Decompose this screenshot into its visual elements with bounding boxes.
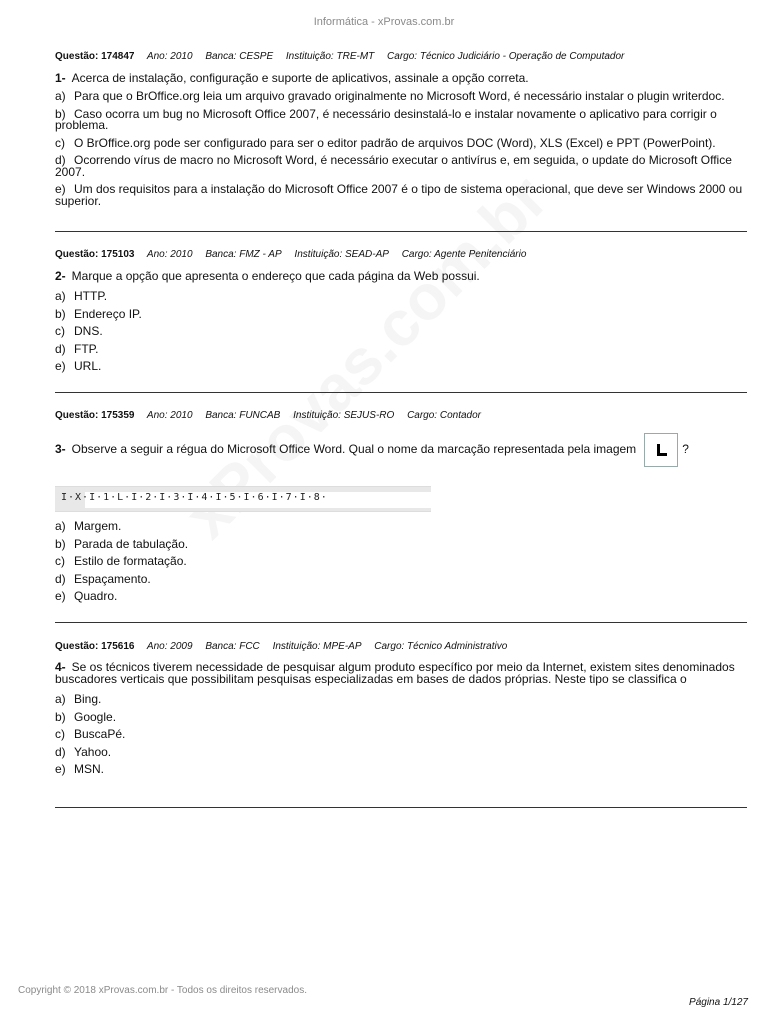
question-number: 2- <box>55 269 66 283</box>
option-a[interactable] <box>55 291 747 303</box>
question-id: Questão: 175359 <box>55 410 135 421</box>
option-letter: e) <box>55 589 66 603</box>
question-text: Se os técnicos tiverem necessidade de pesquisar algum produto específico por meio da Internet, existem sites denominados buscadores verticais que possibilitam pesquisas especializadas em bases de dados próprias. Neste tipo se classifica o <box>55 660 735 686</box>
option-text: Endereço IP. <box>74 306 142 321</box>
question-position: Cargo: Agente Penitenciário <box>401 249 527 260</box>
option-letter: d) <box>55 341 66 356</box>
option-text: Um dos requisitos para a instalação do Microsoft Office 2007 é o tipo de sistema operacional, que deve ser Windows 2000 ou superior. <box>55 182 743 208</box>
options-list <box>55 91 747 207</box>
option-text: BuscaPé. <box>74 727 126 741</box>
question-text: Acerca de instalação, configuração e suporte de aplicativos, assinale a opção correta. <box>71 71 529 85</box>
option-letter: d) <box>55 153 66 167</box>
question-year: Ano: 2010 <box>146 410 193 421</box>
option-a[interactable] <box>55 521 747 533</box>
option-c[interactable] <box>55 135 747 150</box>
option-b[interactable] <box>55 536 747 551</box>
question-year: Ano: 2010 <box>146 249 193 260</box>
footer-copyright: Copyright © 2018 xProvas.com.br - Todos os direitos reservados. <box>18 985 307 996</box>
option-e[interactable] <box>55 591 747 603</box>
option-text: Yahoo. <box>74 744 112 759</box>
option-letter: d) <box>55 571 66 586</box>
option-text: HTTP. <box>74 289 108 303</box>
option-text: DNS. <box>74 324 103 338</box>
option-letter: c) <box>55 135 65 150</box>
option-a[interactable] <box>55 91 747 103</box>
question-id: Questão: 175103 <box>55 249 135 260</box>
option-letter: e) <box>55 182 66 196</box>
option-letter: c) <box>55 324 65 338</box>
question-2 <box>55 249 747 379</box>
question-text: Marque a opção que apresenta o endereço que cada página da Web possui. <box>71 269 480 283</box>
question-stem <box>55 433 747 467</box>
option-letter: d) <box>55 744 66 759</box>
question-stem <box>55 661 747 685</box>
option-letter: e) <box>55 359 66 373</box>
question-id: Questão: 175616 <box>55 641 135 652</box>
question-board: Banca: FUNCAB <box>205 410 281 421</box>
option-letter: b) <box>55 306 66 321</box>
option-b[interactable] <box>55 306 747 321</box>
option-text: Quadro. <box>74 589 118 603</box>
question-text: Observe a seguir a régua do Microsoft Office Word. Qual o nome da marcação representada pela imagem <box>71 442 637 457</box>
option-text: FTP. <box>74 341 99 356</box>
divider <box>55 807 747 808</box>
option-c[interactable] <box>55 729 747 741</box>
question-institution: Instituição: SEAD-AP <box>294 249 389 260</box>
option-letter: a) <box>55 692 66 706</box>
option-c[interactable] <box>55 326 747 338</box>
word-ruler-image <box>55 486 431 512</box>
question-meta <box>55 51 747 62</box>
question-3-options <box>55 521 747 609</box>
footer-page-number: Página 1/127 <box>689 997 748 1008</box>
option-letter: a) <box>55 289 66 303</box>
question-board: Banca: FMZ - AP <box>205 249 282 260</box>
question-board: Banca: CESPE <box>205 51 274 62</box>
option-text: Estilo de formatação. <box>74 554 187 568</box>
question-4 <box>55 641 747 782</box>
question-meta <box>55 249 747 260</box>
question-institution: Instituição: MPE-AP <box>272 641 362 652</box>
question-1 <box>55 51 747 213</box>
option-d[interactable] <box>55 571 747 586</box>
question-institution: Instituição: SEJUS-RO <box>293 410 395 421</box>
question-stem <box>55 72 747 84</box>
option-e[interactable] <box>55 361 747 373</box>
divider <box>55 392 747 393</box>
question-position: Cargo: Contador <box>407 410 481 421</box>
option-text: URL. <box>74 359 102 373</box>
option-b[interactable] <box>55 709 747 724</box>
option-e[interactable] <box>55 764 747 776</box>
question-institution: Instituição: TRE-MT <box>285 51 375 62</box>
question-id: Questão: 174847 <box>55 51 135 62</box>
option-text: Espaçamento. <box>74 571 151 586</box>
options-list <box>55 521 747 603</box>
option-c[interactable] <box>55 556 747 568</box>
divider <box>55 231 747 232</box>
question-position: Cargo: Técnico Judiciário - Operação de Computador <box>387 51 625 62</box>
option-letter: e) <box>55 762 66 776</box>
option-b[interactable] <box>55 106 747 132</box>
divider <box>55 622 747 623</box>
option-e[interactable] <box>55 184 747 207</box>
option-letter: a) <box>55 89 66 103</box>
question-number: 4- <box>55 660 66 674</box>
option-text: MSN. <box>74 762 104 776</box>
question-stem <box>55 270 747 282</box>
option-d[interactable] <box>55 744 747 759</box>
question-number: 3- <box>55 442 66 457</box>
option-text: Parada de tabulação. <box>74 536 189 551</box>
option-letter: b) <box>55 106 66 121</box>
option-letter: b) <box>55 536 66 551</box>
left-tab-stop-icon <box>644 433 678 467</box>
option-text: Margem. <box>74 519 122 533</box>
question-meta <box>55 641 747 652</box>
question-meta <box>55 410 747 421</box>
option-letter: a) <box>55 519 66 533</box>
options-list <box>55 694 747 776</box>
options-list <box>55 291 747 373</box>
ruler-marks: I·X·I·1·L·I·2·I·3·I·4·I·5·I·6·I·7·I·8· <box>61 492 328 503</box>
question-number: 1- <box>55 71 66 85</box>
option-text: O BrOffice.org pode ser configurado para ser o editor padrão de arquivos DOC (Word), XLS (Excel) e PPT (PowerPoint). <box>74 135 716 150</box>
option-letter: c) <box>55 727 65 741</box>
question-year: Ano: 2010 <box>146 51 193 62</box>
page-header-title: Informática - xProvas.com.br <box>313 16 455 28</box>
option-text: Bing. <box>74 692 102 706</box>
option-d[interactable] <box>55 341 747 356</box>
option-a[interactable] <box>55 694 747 706</box>
question-board: Banca: FCC <box>205 641 260 652</box>
option-text: Ocorrendo vírus de macro no Microsoft Word, é necessário executar o antivírus e, em seguida, o update do Microsoft Office 2007. <box>55 153 732 179</box>
option-letter: c) <box>55 554 65 568</box>
option-letter: b) <box>55 709 66 724</box>
option-text: Para que o BrOffice.org leia um arquivo gravado originalmente no Microsoft Word, é necessário instalar o plugin writerdoc. <box>74 89 725 103</box>
question-3 <box>55 410 747 467</box>
question-position: Cargo: Técnico Administrativo <box>374 641 508 652</box>
option-text: Caso ocorra um bug no Microsoft Office 2007, é necessário desinstalá-lo e instalar novamente o aplicativo para corrigir o problema. <box>55 106 717 132</box>
question-year: Ano: 2009 <box>146 641 193 652</box>
question-text-suffix: ? <box>682 442 689 457</box>
option-text: Google. <box>74 709 117 724</box>
option-d[interactable] <box>55 155 747 178</box>
